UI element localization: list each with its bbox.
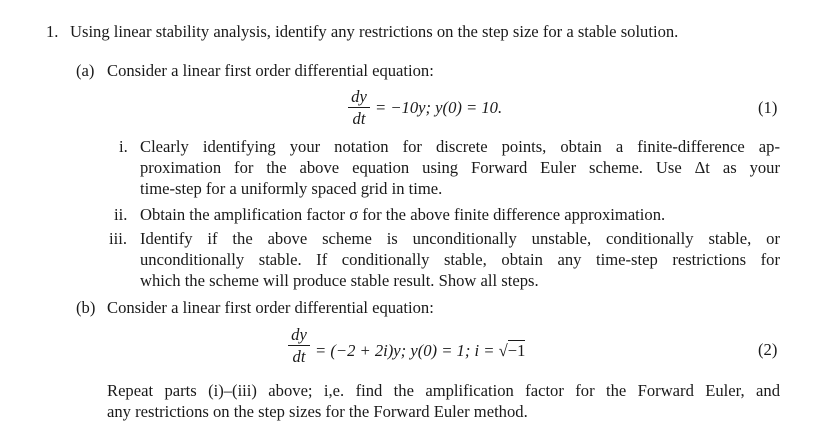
part-a-text: Consider a linear first order differential equation:	[107, 61, 434, 80]
equation-2-denominator: dt	[292, 347, 306, 366]
part-b-text: Consider a linear first order differential equation:	[107, 298, 434, 317]
equation-2-numerator: dy	[291, 325, 307, 344]
item-ii-line-1: Obtain the amplification factor σ for the above finite difference approximation.	[140, 205, 666, 224]
equation-2-number: (2)	[758, 340, 778, 359]
item-i-line-2: proximation for the above equation using Forward Euler scheme. Use Δt as your	[140, 158, 780, 177]
item-ii-label: ii.	[114, 205, 128, 224]
item-iii-line-3: which the scheme will produce stable result. Show all steps.	[140, 271, 539, 290]
problem-intro: Using linear stability analysis, identify any restrictions on the step size for a stable solution.	[70, 22, 679, 41]
part-b-repeat-line-1: Repeat parts (i)–(iii) above; i,e. find the amplification factor for the Forward Euler, and	[107, 381, 780, 400]
problem-number: 1.	[46, 22, 59, 41]
equation-2-rhs	[315, 340, 525, 361]
fraction-bar	[348, 107, 370, 108]
item-i-line-1: Clearly identifying your notation for discrete points, obtain a finite-difference ap-	[140, 137, 780, 156]
fraction-bar	[288, 345, 310, 346]
equation-2-sqrt-argument: −1	[507, 341, 526, 360]
part-b-repeat-line-2: any restrictions on the step sizes for the Forward Euler method.	[107, 402, 528, 421]
equation-1-denominator: dt	[352, 109, 366, 128]
item-i-label: i.	[119, 137, 128, 156]
equation-2-fraction	[288, 326, 310, 366]
item-i-line-3: time-step for a uniformly spaced grid in time.	[140, 179, 443, 198]
item-iii-line-1: Identify if the above scheme is unconditionally unstable, conditionally stable, or	[140, 229, 780, 248]
item-iii-line-2: unconditionally stable. If conditionally stable, obtain any time-step restrictions for	[140, 250, 780, 269]
equation-1-numerator: dy	[351, 87, 367, 106]
equation-1-rhs: = −10y; y(0) = 10.	[375, 98, 503, 117]
equation-1-number: (1)	[758, 98, 778, 117]
item-iii-label: iii.	[109, 229, 127, 248]
part-a-label: (a)	[76, 61, 95, 80]
part-b-label: (b)	[76, 298, 96, 317]
equation-2-rhs-text: = (−2 + 2i)y; y(0) = 1; i = √	[315, 341, 508, 360]
equation-1-fraction	[348, 88, 370, 128]
